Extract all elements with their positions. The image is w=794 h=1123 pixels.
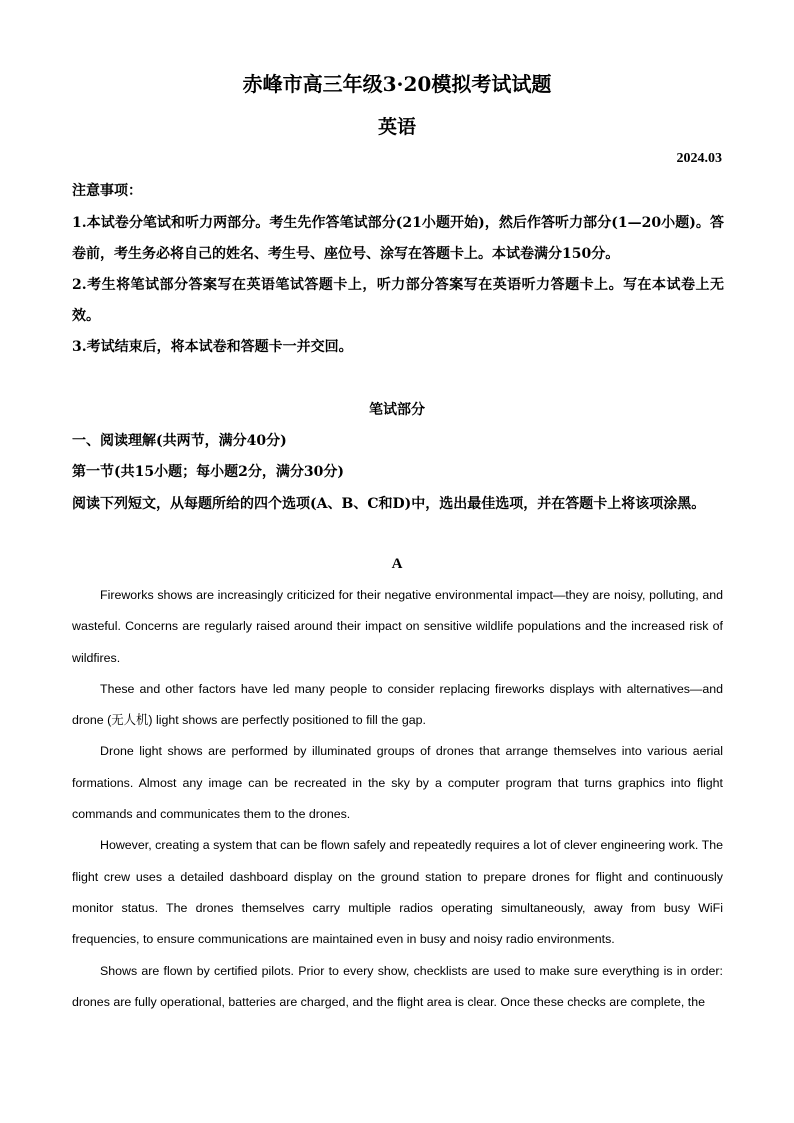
reading-passage xyxy=(72,580,723,1018)
passage-paragraph: Fireworks shows are increasingly criticized for their negative environmental impact—they are noisy, polluting, and wasteful. Concerns are regularly raised around their impact on sensitive wildlife populations and the increased risk of wildfires. xyxy=(72,588,723,665)
reading-instructions: 阅读下列短文，从每题所给的四个选项(A、B、C和D)中，选出最佳选项，并在答题卡上将该项涂黑。 xyxy=(72,496,706,512)
passage-letter: A xyxy=(391,556,403,572)
exam-date: 2024.03 xyxy=(676,151,722,166)
passage-paragraph: These and other factors have led many people to consider replacing fireworks displays with alternatives—and drone (无人机) light shows are perfectly positioned to fill the gap. xyxy=(72,681,723,728)
passage-paragraph: Drone light shows are performed by illuminated groups of drones that arrange themselves into various aerial formations. Almost any image can be recreated in the sky by a computer program that turns graphics into flight commands and communicates them to the drones. xyxy=(72,744,723,822)
subject-title: 英语 xyxy=(377,116,416,138)
note-item: 3.考试结束后，将本试卷和答题卡一并交回。 xyxy=(72,339,353,355)
section-title: 笔试部分 xyxy=(369,402,425,418)
note-item: 2.考生将笔试部分答案写在英语笔试答题卡上，听力部分答案写在英语听力答题卡上。写在本试卷上无效。 xyxy=(72,277,724,324)
note-item: 1.本试卷分笔试和听力两部分。考生先作答笔试部分(21小题开始)，然后作答听力部分(1—20小题)。答卷前，考生务必将自己的姓名、考生号、座位号、涂写在答题卡上。本试卷满分150分。 xyxy=(72,215,724,262)
passage-paragraph: Shows are flown by certified pilots. Prior to every show, checklists are used to make sure everything is in order: drones are fully operational, batteries are charged, and the flight area is clear. Once these checks are complete, the xyxy=(72,963,723,1009)
passage-paragraph: However, creating a system that can be flown safely and repeatedly requires a lot of clever engineering work. The flight crew uses a detailed dashboard display on the ground station to prepare drones for flight and continuously monitor status. The drones themselves carry multiple radios operating simultaneously, away from busy WiFi frequencies, to ensure communications are maintained even in busy and noisy radio environments. xyxy=(72,838,723,947)
notes-list xyxy=(72,208,724,363)
notes-heading: 注意事项： xyxy=(72,183,142,199)
sub-section-heading: 第一节(共15小题；每小题2分，满分30分) xyxy=(72,464,344,480)
part-one-heading: 一、阅读理解(共两节，满分40分) xyxy=(72,433,287,449)
exam-title: 赤峰市高三年级3·20模拟考试试题 xyxy=(242,72,552,96)
